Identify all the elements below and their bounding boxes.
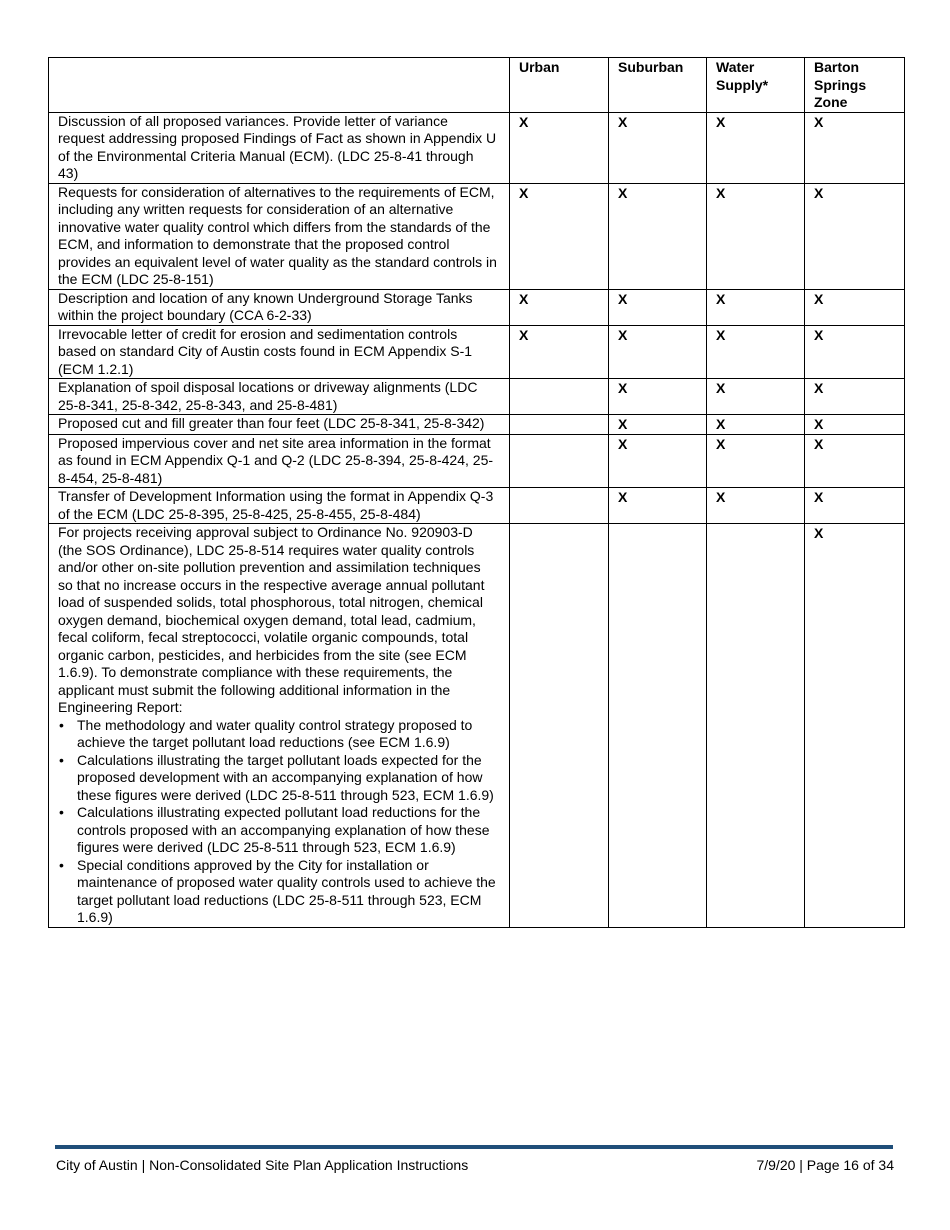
sos-bullet-list — [58, 717, 497, 927]
table-row — [49, 289, 905, 325]
mark-water-supply: X — [707, 183, 805, 289]
row-description: Proposed cut and fill greater than four feet (LDC 25-8-341, 25-8-342) — [49, 415, 510, 435]
mark-barton-springs: X — [805, 289, 905, 325]
mark-water-supply: X — [707, 434, 805, 488]
footer-page-number: 7/9/20 | Page 16 of 34 — [756, 1157, 894, 1173]
mark-water-supply: X — [707, 379, 805, 415]
mark-suburban: X — [609, 112, 707, 183]
mark-urban: X — [510, 289, 609, 325]
row-description: Explanation of spoil disposal locations or driveway alignments (LDC 25-8-341, 25-8-342, 25-8-343, and 25-8-481) — [49, 379, 510, 415]
header-description — [49, 58, 510, 113]
mark-barton-springs: X — [805, 434, 905, 488]
table-row — [49, 524, 905, 928]
footer-rule — [55, 1145, 893, 1149]
header-water-supply: Water Supply* — [707, 58, 805, 113]
bullet-icon: • — [59, 716, 64, 733]
row-description: Requests for consideration of alternatives to the requirements of ECM, including any written requests for consideration of an alternative innovative water quality control which differs from the standards of the ECM, and information to demonstrate that the proposed control provides an equivalent level of water quality as the standard controls in the ECM (LDC 25-8-151) — [49, 183, 510, 289]
table-row — [49, 434, 905, 488]
list-item — [58, 857, 497, 927]
mark-barton-springs: X — [805, 325, 905, 379]
mark-suburban: X — [609, 183, 707, 289]
mark-water-supply: X — [707, 488, 805, 524]
bullet-text: Calculations illustrating the target pollutant loads expected for the proposed development with an accompanying explanation of how these figures were derived (LDC 25-8-511 through 523, ECM 1.6.9) — [77, 751, 494, 803]
mark-barton-springs: X — [805, 379, 905, 415]
header-urban: Urban — [510, 58, 609, 113]
mark-water-supply: X — [707, 289, 805, 325]
mark-urban: X — [510, 325, 609, 379]
mark-suburban: X — [609, 434, 707, 488]
row-description: Discussion of all proposed variances. Provide letter of variance request addressing proposed Findings of Fact as shown in Appendix U of the Environmental Criteria Manual (ECM). (LDC 25-8-41 through 43) — [49, 112, 510, 183]
mark-suburban: X — [609, 289, 707, 325]
mark-suburban — [609, 524, 707, 928]
bullet-text: Calculations illustrating expected pollutant load reductions for the controls proposed with an accompanying explanation of how these figures were derived (LDC 25-8-511 through 523, ECM 1.6.9) — [77, 804, 490, 855]
mark-suburban: X — [609, 325, 707, 379]
mark-barton-springs: X — [805, 112, 905, 183]
mark-urban — [510, 434, 609, 488]
row-description: Transfer of Development Information using the format in Appendix Q-3 of the ECM (LDC 25-8-395, 25-8-425, 25-8-455, 25-8-484) — [49, 488, 510, 524]
mark-urban — [510, 379, 609, 415]
header-suburban: Suburban — [609, 58, 707, 113]
table-row — [49, 415, 905, 435]
list-item — [58, 804, 497, 857]
mark-urban: X — [510, 183, 609, 289]
bullet-text: The methodology and water quality control strategy proposed to achieve the target pollutant load reductions (see ECM 1.6.9) — [77, 716, 473, 750]
mark-barton-springs: X — [805, 183, 905, 289]
mark-water-supply — [707, 524, 805, 928]
mark-suburban: X — [609, 488, 707, 524]
mark-urban: X — [510, 112, 609, 183]
mark-water-supply: X — [707, 112, 805, 183]
mark-urban — [510, 488, 609, 524]
mark-urban — [510, 524, 609, 928]
mark-urban — [510, 415, 609, 435]
table-row — [49, 112, 905, 183]
table-row — [49, 183, 905, 289]
header-barton-springs-zone: Barton Springs Zone — [805, 58, 905, 113]
mark-barton-springs: X — [805, 524, 905, 928]
requirements-table — [48, 57, 905, 928]
table-row — [49, 488, 905, 524]
mark-suburban: X — [609, 379, 707, 415]
table-header-row — [49, 58, 905, 113]
mark-suburban: X — [609, 415, 707, 435]
list-item — [58, 717, 497, 752]
row-description: Description and location of any known Underground Storage Tanks within the project boundary (CCA 6-2-33) — [49, 289, 510, 325]
table-row — [49, 379, 905, 415]
list-item — [58, 752, 497, 805]
mark-water-supply: X — [707, 325, 805, 379]
mark-barton-springs: X — [805, 415, 905, 435]
bullet-text: Special conditions approved by the City for installation or maintenance of proposed water quality controls used to achieve the target pollutant load reductions (LDC 25-8-511 through 523, ECM 1.6.9) — [77, 856, 496, 925]
row-description-sos — [49, 524, 510, 928]
bullet-icon: • — [59, 804, 64, 820]
row-description: Proposed impervious cover and net site area information in the format as found in ECM Appendix Q-1 and Q-2 (LDC 25-8-394, 25-8-424, 25-8-454, 25-8-481) — [49, 434, 510, 488]
row-description: Irrevocable letter of credit for erosion and sedimentation controls based on standard City of Austin costs found in ECM Appendix S-1 (ECM 1.2.1) — [49, 325, 510, 379]
footer-document-title: City of Austin | Non-Consolidated Site Plan Application Instructions — [56, 1157, 469, 1173]
bullet-icon: • — [59, 856, 64, 873]
sos-paragraph: For projects receiving approval subject to Ordinance No. 920903-D (the SOS Ordinance), LDC 25-8-514 requires water quality controls and/or other on-site pollution prevention and assimilation techniques so that no increase occurs in the respective average annual pollutant load of suspended solids, total phosphorous, total nitrogen, chemical oxygen demand, biochemical oxygen demand, total lead, cadmium, fecal coliform, fecal streptococci, volatile organic compounds, total organic carbon, pesticides, and herbicides from the site (see ECM 1.6.9). To demonstrate compliance with these requirements, the applicant must submit the following additional information in the Engineering Report: — [58, 524, 485, 715]
table-row — [49, 325, 905, 379]
mark-barton-springs: X — [805, 488, 905, 524]
bullet-icon: • — [59, 751, 64, 768]
mark-water-supply: X — [707, 415, 805, 435]
